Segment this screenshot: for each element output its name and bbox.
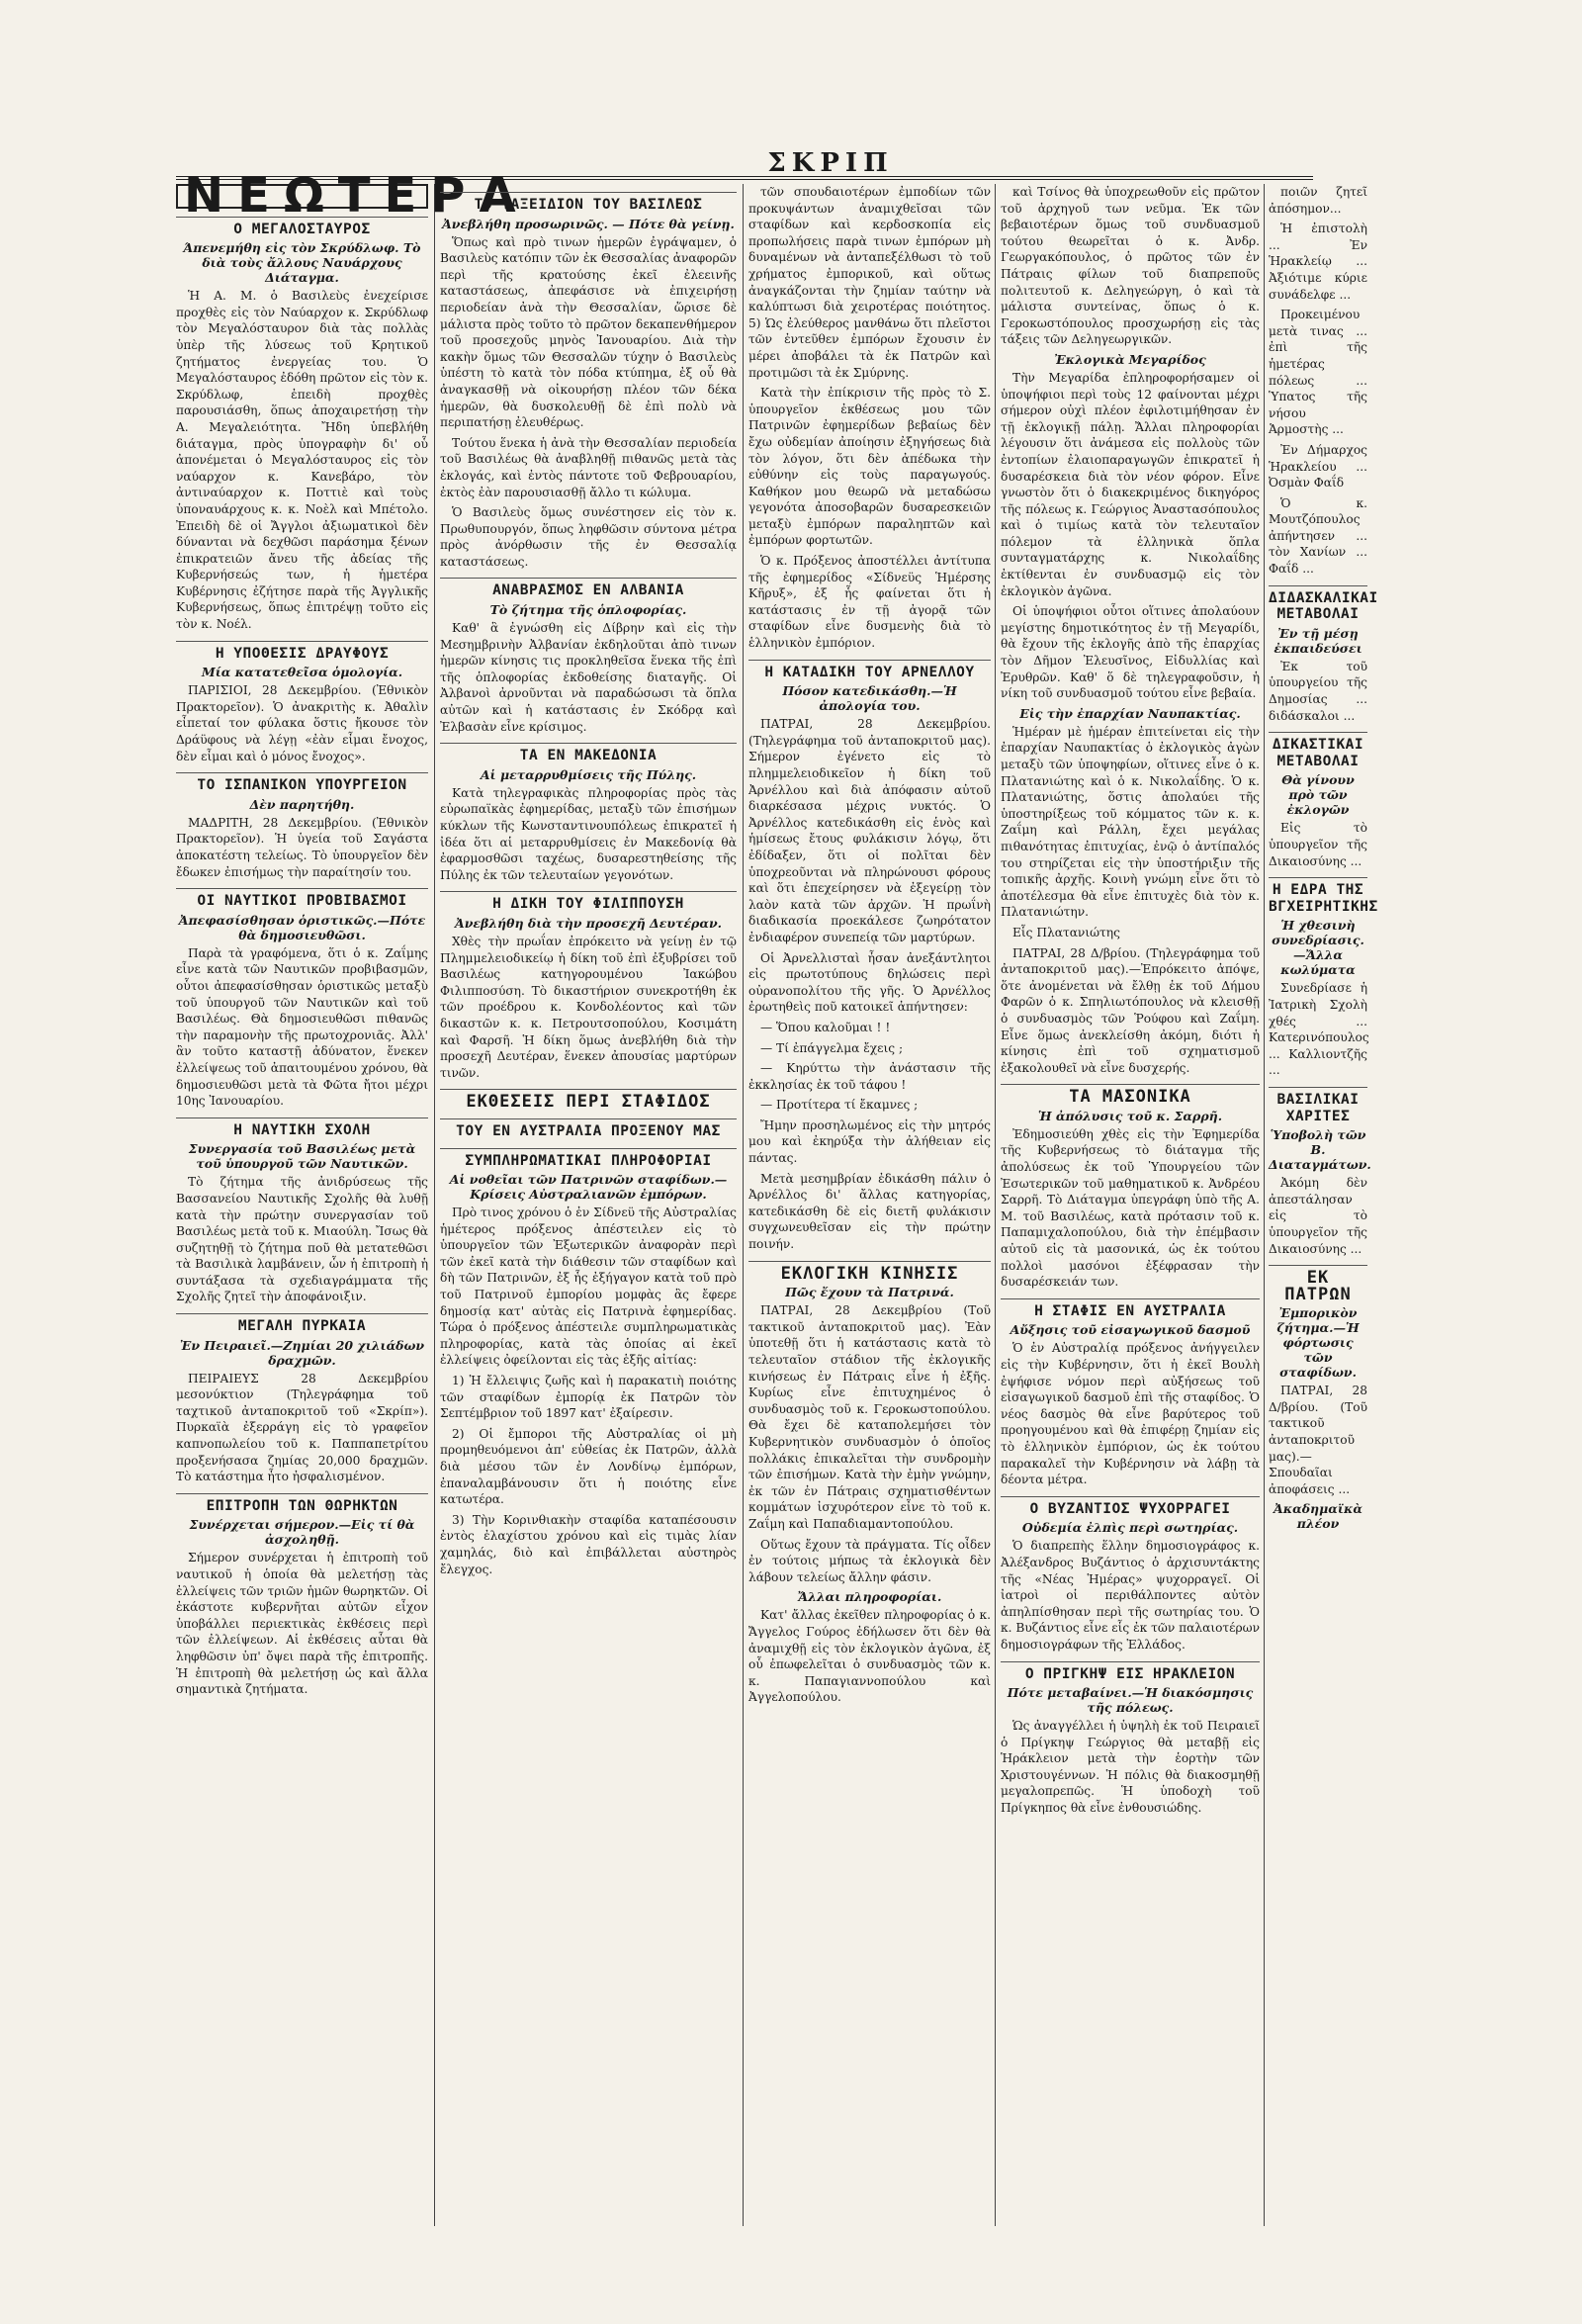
article-paragraph: ΠΑΤΡΑΙ, 28 Δεκεμβρίου. (Τηλεγράφημα τοῦ ἀνταποκριτοῦ μας). Σήμερον ἐγένετο εἰς τὸ πλημμελειοδικεῖον ἡ δίκη τοῦ Ἀρνέλλου καὶ διὰ ἀπόφασιν αὐτοῦ διαρκέσασα μέχρις νυκτός. Ὁ Ἀρνέλλος κατεδικάσθη εἰς ἑνὸς καὶ ἡμίσεως ἔτους φυλάκισιν λόγῳ, ὅτι ἐδίδαξεν, ὅτι οἱ πολῖται δὲν ὑποχρεοῦνται νὰ πληρώνουσι φόρους καὶ ὅτι ἐπεχείρησεν νὰ ἐξεγείρῃ τὸν λαὸν κατὰ τῶν ἀρχῶν. Ἡ πρωΐνὴ διαδικασία προεκάλεσε ζωηρότατον ἐνδιαφέρον συνεπείᾳ τῶν μαρτύρων. [748, 717, 991, 944]
article-subheadline: Αὔξησις τοῦ εἰσαγωγικοῦ δασμοῦ [1010, 1322, 1251, 1338]
article-paragraph: Ἡμέραν μὲ ἡμέραν ἐπιτείνεται εἰς τὴν ἐπαρχίαν Ναυπακτίας ὁ ἐκλογικὸς ἀγὼν μεταξὺ τῶν ὑποψηφίων, οἵτινες εἶνε ὁ κ. Πλατανιώτης καὶ ὁ κ. Νικολαΐδης. Ὁ κ. Πλατανιώτης, ὅστις ἀπολαύει τῆς ὑποστηρίξεως τοῦ κόμματος τῶν κ. κ. Ζαΐμη καὶ Ράλλη, ἔχει μεγάλας πιθανότητας ἐπιτυχίας, ἐνῷ ὁ ἀντίπαλός του στηρίζεται εἰς τὴν ὑποστήριξιν τῆς τοπικῆς ἀρχῆς. Κοινὴ γνώμη εἶνε ὅτι τὸ ἀποτέλεσμα θὰ εἶνε ἐπιτυχὲς διὰ τὸν κ. Πλατανιώτην. [1001, 724, 1260, 920]
article-headline: ΑΝΑΒΡΑΣΜΟΣ ΕΝ ΑΛΒΑΝΙΑ [440, 578, 737, 599]
article-headline: Η ΝΑΥΤΙΚΗ ΣΧΟΛΗ [176, 1117, 428, 1139]
article-paragraph: Παρὰ τὰ γραφόμενα, ὅτι ὁ κ. Ζαΐμης εἶνε κατὰ τῶν Ναυτικῶν προβιβασμῶν, οὗτοι ἀπεφασίσθησαν ὁριστικῶς μεταξὺ τοῦ ὑπουργοῦ τῶν Ναυτικῶν καὶ τοῦ Βασιλέως. Θὰ δημοσιευθῶσι πιθανῶς τὴν παραμονὴν τῆς πρωτοχρονιᾶς. Ἀλλ' ἂν τοῦτο καταστῇ ἀδύνατον, ἕνεκεν ἐλλείψεως τοῦ ἀπαιτουμένου χρόνου, θὰ δημοσιευθῶσι μετὰ τὰ Φῶτα ἤτοι μέχρι 10ης Ἰανουαρίου. [176, 945, 428, 1109]
article-subheadline: Ἀπεφασίσθησαν ὁριστικῶς.—Πότε θὰ δημοσιευθῶσι. [178, 912, 426, 942]
article-paragraph: Ὁ κ. Πρόξενος ἀποστέλλει ἀντίτυπα τῆς ἐφημερίδος «Σίδνεϋς Ἡμέρσης Κῆρυξ», ἐξ ἧς φαίνεται ὅτι ἡ κατάστασις ἐν τῇ ἀγορᾷ τῶν σταφίδων εἶνε δυσμενὴς διὰ τὸ ἑλληνικὸν ἐμπόριον. [748, 554, 991, 651]
article-subheadline: Ἀκαδημαϊκὰ πλέον [1274, 1501, 1362, 1532]
article-paragraph: Τούτου ἕνεκα ἡ ἀνὰ τὴν Θεσσαλίαν περιοδεία τοῦ Βασιλέως θὰ ἀναβληθῇ πιθανῶς μετὰ τὰς ἐκλογάς, καὶ ἐντὸς πάντοτε τοῦ Φεβρουαρίου, ἐκτὸς ἐὰν παρουσιασθῇ ἄλλο τι κώλυμα. [440, 435, 737, 499]
article-subheadline: Συνεργασία τοῦ Βασιλέως μετὰ τοῦ ὑπουργοῦ τῶν Ναυτικῶν. [188, 1141, 416, 1172]
article-headline-large: ΕΚΘΕΣΕΙΣ ΠΕΡΙ ΣΤΑΦΙΔΟΣ [440, 1089, 737, 1111]
article-paragraph: Σήμερον συνέρχεται ἡ ἐπιτροπὴ τοῦ ναυτικοῦ ἡ ὁποία θὰ μελετήσῃ τὰς ἐλλείψεις τῶν τριῶν ἡμῶν θωρηκτῶν. Οἱ ἐκάστοτε κυβερνῆται αὐτῶν εἶχον ὑποβάλλει περιεκτικὰς ἐκθέσεις περὶ τῶν ἐλλείψεων. Αἱ ἐκθέσεις αὗται θὰ ληφθῶσιν ὑπ' ὄψει παρὰ τῆς ἐπιτροπῆς. Ἡ ἐπιτροπὴ θὰ μελετήσῃ ὡς καὶ ἄλλα σημαντικὰ ζητήματα. [176, 1551, 428, 1697]
article-paragraph: Μετὰ μεσημβρίαν ἐδικάσθη πάλιν ὁ Ἀρνέλλος δι' ἄλλας κατηγορίας, κατεδικάσθη δὲ εἰς διετῆ φυλάκισιν συγχωνευθεῖσαν εἰς τὴν πρώτην ποινήν. [748, 1171, 991, 1252]
article-subheadline: Ἄλλαι πληροφορίαι. [797, 1589, 942, 1605]
article-subheadline: Ἐκλογικὰ Μεγαρίδος [1054, 351, 1206, 367]
article-subheadline: Αἱ μεταρρυθμίσεις τῆς Πύλης. [480, 766, 697, 782]
article-headline-large: ΕΚΛΟΓΙΚΗ ΚΙΝΗΣΙΣ [748, 1261, 991, 1283]
article-paragraph: Οὕτως ἔχουν τὰ πράγματα. Τίς οἶδεν ἐν τούτοις μήπως τὰ ἐκλογικὰ δὲν λάβουν τελείως ἄλλην φάσιν. [748, 1537, 991, 1584]
article-headline: Η ΣΤΑΦΙΣ ΕΝ ΑΥΣΤΡΑΛΙΑ [1001, 1298, 1260, 1320]
article-headline: Ο ΜΕΓΑΛΟΣΤΑΥΡΟΣ [176, 217, 428, 238]
article-paragraph: Τὴν Μεγαρίδα ἐπληροφορήσαμεν οἱ ὑποψήφιοι περὶ τοὺς 12 φαίνονται μέχρι σήμερον οὐχὶ πλέον ἐφιλοτιμήθησαν ἐν τῇ ἐκλογικῇ πάλῃ. Ἄλλαι πληροφορίαι λέγουσιν ὅτι ἀνάμεσα εἰς πολλοὺς τῶν ἐντοπίων ἐλαιοπαραγωγῶν ἐπικρατεῖ ἡ δυσαρέσκεια διὰ τὸν νέον φόρον. Εἶνε γνωστὸν ὅτι ὁ διακεκριμένος δικηγόρος τῆς πόλεως κ. Γεώργιος Ἀναστασόπουλος καὶ ὁ τιμίως κατὰ τὸν τελευταῖον πόλεμον τὰ ἑλληνικὰ ὅπλα συνταγματάρχης κ. Νικολαΐδης ἐκτίθενται ἐν συνδυασμῷ εἰς τὸν ἐκλογικὸν ἀγῶνα. [1001, 370, 1260, 598]
column-2 [440, 184, 737, 2226]
article-paragraph: Ἐδημοσιεύθη χθὲς εἰς τὴν Ἐφημερίδα τῆς Κυβερνήσεως τὸ διάταγμα τῆς ἀπολύσεως ἐκ τοῦ Ὑπουργείου τῶν Ἐσωτερικῶν τοῦ μαθηματικοῦ κ. Ἀνδρέου Σαρρῆ. Τὸ Διάταγμα ὑπεγράφη ὑπὸ τῆς Α. Μ. τοῦ Βασιλέως, κατὰ πρότασιν τοῦ κ. Παπαμιχαλοπούλου, διὰ τὴν ἐπέμβασιν αὐτοῦ εἰς τὰ μασονικά, ὡς ἐκ τούτου πολλοὶ μασόνοι ἐξέφρασαν τὴν δυσαρέσκειάν των. [1001, 1126, 1260, 1290]
article-subheadline: Μία κατατεθεῖσα ὁμολογία. [201, 665, 403, 680]
article-headline: ΟΙ ΝΑΥΤΙΚΟΙ ΠΡΟΒΙΒΑΣΜΟΙ [176, 888, 428, 910]
article-headline-large: ΕΚ ΠΑΤΡΩΝ [1269, 1265, 1367, 1302]
article-subheadline: Ἐν Πειραιεῖ.—Ζημίαι 20 χιλιάδων δραχμῶν. [179, 1337, 425, 1368]
article-paragraph: Οἱ Ἀρνελλισταὶ ἦσαν ἀνεξάντλητοι εἰς πρωτοτύπους δηλώσεις περὶ οὐρανοπολίτου τῆς γῆς. Ὁ Ἀρνέλλος ἐρωτηθεὶς ποῦ κατοικεῖ ἀπήντησεν: [748, 950, 991, 1015]
article-subheadline: Ἐν τῇ μέσῃ ἐκπαιδεύσει [1274, 625, 1362, 656]
article-headline: Η ΔΙΚΗ ΤΟΥ ΦΙΛΙΠΠΟΥΣΗ [440, 891, 737, 913]
article-subheadline: Ἐμπορικὸν ζήτημα.—Ἡ φόρτωσις τῶν σταφίδων. [1276, 1305, 1360, 1381]
masthead: ΣΚΡΙΠ [767, 148, 894, 178]
article-subheadline: Οὐδεμία ἐλπὶς περὶ σωτηρίας. [1021, 1520, 1239, 1536]
article-subheadline: Τὸ ζήτημα τῆς ὁπλοφορίας. [489, 602, 687, 618]
article-subheadline: Συνέρχεται σήμερον.—Εἰς τί θὰ ἀσχοληθῇ. [189, 1517, 415, 1548]
article-headline: ΤΑ ΕΝ ΜΑΚΕΔΟΝΙΑ [440, 743, 737, 764]
article-paragraph: Κατὰ τὴν ἐπίκρισιν τῆς πρὸς τὸ Σ. ὑπουργεῖον ἐκθέσεως μου τῶν Πατρινῶν ἐφημερίδων βεβαίως δὲν ἔχω οὐδεμίαν ἀποίησιν ἐξηγήσεως διὰ τὸν λόγον, ὅτι δὲν ἀπέδωκα τὴν εὐθύνην εἰς τοὺς παραγωγούς. Καθήκον μου θεωρῶ νὰ μεταδώσω γεγονότα ἀποσοβαρῶν δυσαρεσκειῶν μεταξὺ ἐμπόρων παραληπτῶν καὶ ἐμπόρων φορτωτῶν. [748, 386, 991, 548]
column-divider [743, 184, 744, 2226]
article-subheadline: Ἡ ἀπόλυσις τοῦ κ. Σαρρῆ. [1037, 1108, 1223, 1123]
article-headline: Ο ΒΥΖΑΝΤΙΟΣ ΨΥΧΟΡΡΑΓΕΙ [1001, 1496, 1260, 1518]
column-3 [748, 184, 991, 2226]
article-subheadline: Πότε μεταβαίνει.—Ἡ διακόσμησις τῆς πόλεως. [1007, 1685, 1254, 1716]
article-paragraph: ΠΑΡΙΣΙΟΙ, 28 Δεκεμβρίου. (Ἐθνικὸν Πρακτορεῖον). Ὁ ἀνακριτὴς κ. Ἀθαλὶν εἶπεταί τον φύλακα ὅστις ἤκουσε τὸν Δράϋφους νὰ λέγῃ «ἐὰν εἶμαι ἔνοχος, δὲν εἶμαι καὶ ὁ μόνος ἔνοχος». [176, 683, 428, 763]
article-paragraph: Εἷς Πλατανιώτης [1012, 925, 1120, 939]
article-paragraph: Ὁ ἐν Αὐστραλίᾳ πρόξενος ἀνήγγειλεν εἰς τὴν Κυβέρνησιν, ὅτι ἡ ἐκεῖ Βουλὴ ἐψήφισε νόμον περὶ αὐξήσεως τοῦ εἰσαγωγικοῦ δασμοῦ ἐπὶ τῆς σταφίδος. Ὁ νέος δασμὸς θὰ εἶνε βαρύτερος τοῦ προηγουμένου καὶ θὰ ἐπιφέρῃ ζημίαν εἰς τὸ ἑλληνικὸν ἐμπόριον, ὡς ἐκ τούτου παρακαλεῖ τὴν Κυβέρνησιν νὰ λάβῃ τὰ δέοντα μέτρα. [1001, 1341, 1260, 1487]
section-title-neotera: ΝΕΩΤΕΡΑ [176, 184, 428, 209]
article-paragraph: Ὁ κ. Μουτζόπουλος ἀπήντησεν ... τὸν Χανίων ... Φαΐδ ... [1269, 495, 1367, 577]
article-paragraph: 3) Τὴν Κορινθιακὴν σταφίδα καταπέσουσιν ἐντὸς ἐλαχίστου χρόνου καὶ εἰς τιμὰς λίαν χαμηλάς, διὸ καὶ ἐπιβάλλεται αὐστηρὸς ἔλεγχος. [440, 1512, 737, 1576]
article-subheadline: Ἀνεβλήθη προσωρινῶς. — Πότε θὰ γείνῃ. [442, 216, 735, 231]
article-paragraph: Ὅπως καὶ πρὸ τινων ἡμερῶν ἐγράψαμεν, ὁ Βασιλεὺς κατόπιν τῶν ἐκ Θεσσαλίας ἀναφορῶν περὶ τῆς κρατούσης ἐκεῖ ἐλεεινῆς καταστάσεως, ἀπεφάσισε νὰ ἐπιχειρήσῃ περιοδείαν ἀνὰ τὴν Θεσσαλίαν, ὥρισε δὲ μάλιστα πρὸς τοῦτο τὸ πρῶτον δεκαπενθήμερον τοῦ προσεχοῦς μηνὸς Ἰανουαρίου. Διὰ τὴν κακὴν ὅμως τῶν Θεσσαλῶν τύχην ὁ Βασιλεὺς ὑπέστη τὸ κατὰ τὸν πόδα κτύπημα, ἐξ οὗ θὰ ἀναγκασθῇ νὰ οἰκουρήσῃ πλέον τῶν δέκα ἡμερῶν, θὰ δυσκολευθῇ δὲ ἐπὶ πολὺ νὰ περιπατήσῃ ἐλευθέρως. [440, 234, 737, 430]
article-headline: ΒΑΣΙΛΙΚΑΙ ΧΑΡΙΤΕΣ [1269, 1087, 1367, 1124]
article-paragraph: Προκειμένου μετὰ τινας ... ἐπὶ τῆς ἡμετέρας πόλεως ... Ὑπατος τῆς νήσου Ἁρμοστὴς ... [1269, 308, 1367, 437]
article-headline: ΜΕΓΑΛΗ ΠΥΡΚΑΙΑ [176, 1313, 428, 1335]
article-subheadline: Ἀνεβλήθη διὰ τὴν προσεχῆ Δευτέραν. [455, 915, 722, 931]
article-paragraph: — Ὅπου καλοῦμαι ! ! [760, 1020, 891, 1034]
article-subheadline: Πόσον κατεδικάσθη.—Ἡ ἀπολογία του. [782, 683, 957, 714]
article-paragraph: Κατὰ τηλεγραφικὰς πληροφορίας πρὸς τὰς εὐρωπαϊκὰς ἐφημερίδας, μεταξὺ τῶν ἐπισήμων κύκλων τῆς Κωνσταντινουπόλεως ἐπικρατεῖ ἡ ἰδέα ὅτι αἱ μεταρρυθμίσεις ἐν Μακεδονίᾳ θὰ ἐφαρμοσθῶσι ταχέως, δυσαρεστηθείσης τῆς Πύλης ἐκ τῶν τελευταίων γεγονότων. [440, 785, 737, 882]
article-headline: ΔΙΚΑΣΤΙΚΑΙ ΜΕΤΑΒΟΛΑΙ [1269, 732, 1367, 769]
column-5 [1269, 184, 1378, 2226]
article-paragraph: ΠΑΤΡΑΙ, 28 Δ/βρίου. (Τοῦ τακτικοῦ ἀνταποκριτοῦ μας).—Σπουδαῖαι ἀποφάσεις ... [1269, 1384, 1367, 1496]
article-paragraph: Κατ' ἄλλας ἐκεῖθεν πληροφορίας ὁ κ. Ἄγγελος Γούρος ἐδήλωσεν ὅτι δὲν θὰ ἀναμιχθῇ εἰς τὸν ἐκλογικὸν ἀγῶνα, ἐξ οὗ ἐπωφελεῖται ὁ συνδυασμὸς τῶν κ. κ. Παπαγιαννοπούλου καὶ Ἀγγελοπούλου. [748, 1608, 991, 1705]
article-subheadline: Ὑποβολὴ τῶν Β. Διαταγμάτων. [1269, 1127, 1371, 1173]
article-paragraph: — Τί ἐπάγγελμα ἔχεις ; [760, 1040, 904, 1055]
column-4 [1001, 184, 1260, 2226]
article-subheadline: Δὲν παρητήθη. [249, 796, 355, 812]
article-subheadline: Πῶς ἔχουν τὰ Πατρινά. [785, 1285, 954, 1300]
article-paragraph: Καθ' ἃ ἐγνώσθη εἰς Δίβρην καὶ εἰς τὴν Μεσημβρινὴν Ἀλβανίαν ἐκδηλοῦται ἀπὸ τινων ἡμερῶν κίνησις τις προκληθεῖσα ἕνεκα τῆς ἐπὶ τῆς ὁπλοφορίας ἐκδοθείσης διαταγῆς. Οἱ Ἀλβανοὶ ἀρνοῦνται νὰ παραδώσωσι τὰ ὅπλα αὐτῶν καὶ ἡ κατάστασις ἐν Σκόδρᾳ καὶ Ἐλβασὰν εἶνε κρίσιμος. [440, 621, 737, 734]
article-paragraph: 1) Ἡ ἔλλειψις ζωῆς καὶ ἡ παρακατιὴ ποιότης τῶν σταφίδων ἐμπορίᾳ ἐκ Πατρῶν τὸν Σεπτέμβριον τοῦ 1897 κατ' ἐξαίρεσιν. [440, 1374, 737, 1421]
article-paragraph: Τὸ ζήτημα τῆς ἀνιδρύσεως τῆς Βασσανείου Ναυτικῆς Σχολῆς θὰ λυθῇ κατὰ τὴν πρώτην συνεργασίαν τοῦ Βασιλέως μετὰ τοῦ κ. Μιαούλη. Ἴσως θὰ συζητηθῇ τὸ ζήτημα ποῦ θὰ μετατεθῶσι τὰ Βασιλικὰ λαμβάνειν, ὧν ἡ ἐπιτροπὴ ἡ συντάξασα τὰ σχεδιαγράμματα τῆς Σχολῆς ζητεῖ τὴν ἀποφάνοιξιν. [176, 1175, 428, 1304]
article-paragraph: 2) Οἱ ἔμποροι τῆς Αὐστραλίας οἱ μὴ προμηθευόμενοι ἀπ' εὐθείας ἐκ Πατρῶν, ἀλλὰ διὰ μέσου τῶν ἐν Λονδίνῳ ἐμπόρων, ἐπαναλαμβάνουσιν ὅτι ἡ ποιότης εἶνε κατωτέρα. [440, 1426, 737, 1507]
article-subheadline: Θὰ γίνουν πρὸ τῶν ἐκλογῶν [1281, 772, 1355, 818]
article-paragraph: Χθὲς τὴν πρωΐαν ἐπρόκειτο νὰ γείνῃ ἐν τῷ Πλημμελειοδικείῳ ἡ δίκη τοῦ ἐπὶ ἐξυβρίσει τοῦ Βασιλέως κατηγορουμένου Ἰακώβου Φιλιπποσύση. Τὸ δικαστήριον συνεκροτήθη ἐκ τῶν προέδρου κ. Κονδολέοντος καὶ τῶν δικαστῶν κ. κ. Πετρουτσοπούλου, Κοσιμάτη καὶ Φαρσῆ. Ἡ δίκη ὅμως ἀνεβλήθη διὰ τὴν προσεχῆ Δευτέραν, ἕνεκεν ἀπουσίας μαρτύρων τινῶν. [440, 934, 737, 1080]
article-paragraph: ΠΑΤΡΑΙ, 28 Δ/βρίου. (Τηλεγράφημα τοῦ ἀνταποκριτοῦ μας).—Ἐπρόκειτο ἀπόψε, ὅτε ἀνομένεται νὰ ἔλθῃ ἐκ τοῦ Δήμου Φαρῶν ὁ κ. Σπηλιωτόπουλος νὰ κλεισθῇ ὁ συνδυασμὸς τῶν Ῥούφου καὶ Ζαΐμη. Εἶνε ὅμως ἀνεκλείσθη ἀκόμη, διότι ἡ κίνησις ἐπὶ τοῦ σχηματισμοῦ ἐξακολουθεῖ νὰ εἶνε δυσχερής. [1001, 945, 1260, 1075]
article-headline: Ο ΠΡΙΓΚΗΨ ΕΙΣ ΗΡΑΚΛΕΙΟΝ [1001, 1661, 1260, 1683]
article-headline: ΤΟ ΤΑΞΕΙΔΙΟΝ ΤΟΥ ΒΑΣΙΛΕΩΣ [440, 192, 737, 214]
article-headline-large: ΤΑ ΜΑΣΟΝΙΚΑ [1001, 1084, 1260, 1106]
article-subheadline: Ἡ χθεσινὴ συνεδρίασις.—Ἄλλα κωλύματα [1272, 918, 1364, 978]
article-paragraph: Οἱ ὑποψήφιοι οὗτοι οἵτινες ἀπολαύουν μεγίστης δημοτικότητος ἐν τῇ Μεγαρίδι, θὰ ἔχουν τῆς ἐκλογῆς ἀπὸ τῆς ἐπαρχίας τὸν Δῆμον Ἐλευσῖνος, Εἰδυλλίας καὶ Ἐρυθρῶν. Καθ' ὅ δὲ τηλεγραφοῦσιν, ἡ νίκη τοῦ συνδυασμοῦ τούτου εἶνε βεβαία. [1001, 604, 1260, 701]
column-1 [176, 168, 530, 2226]
article-paragraph: Ἐκ τοῦ ὑπουργείου τῆς Δημοσίας ... διδάσκαλοι ... [1269, 659, 1367, 723]
article-paragraph: Ἀκόμη δὲν ἀπεστάλησαν εἰς τὸ ὑπουργεῖον τῆς Δικαιοσύνης ... [1269, 1176, 1367, 1256]
article-paragraph: Εἰς τὸ ὑπουργεῖον τῆς Δικαιοσύνης ... [1269, 821, 1367, 868]
article-paragraph: Ὡς ἀναγγέλλει ἡ ὑψηλὴ ἐκ τοῦ Πειραιεῖ ὁ Πρίγκηψ Γεώργιος θὰ μεταβῇ εἰς Ἡράκλειον μετὰ τὴν ἑορτὴν τῶν Χριστουγέννων. Ἡ πόλις θὰ διακοσμηθῇ μεγαλοπρεπῶς. Ἡ ὑποδοχὴ τοῦ Πρίγκηπος θὰ εἶνε ἐνθουσιώδης. [1001, 1719, 1260, 1816]
article-paragraph: Ἡ Α. Μ. ὁ Βασιλεὺς ἐνεχείρισε προχθὲς εἰς τὸν Ναύαρχον κ. Σκρύδλωφ τὸν Μεγαλόσταυρον διὰ τὰς πολλὰς ὑπὲρ τῆς λύσεως τοῦ Κρητικοῦ ζητήματος ἐνεργείας του. Ὁ Μεγαλόσταυρος ἐδόθη πρῶτον εἰς τὸν κ. Σκρύδλωφ, ἐπειδὴ προχθὲς παρουσιάσθη, ὅπως ἀποχαιρετήσῃ τὴν Α. Μεγαλειότητα. Ἤδη ὑπεβλήθη διάταγμα, πρὸς ὑπογραφὴν δι' οὗ ἀπονέμεται ὁ Μεγαλόσταυρος εἰς τὸν ναύαρχον κ. Κανεβάρο, τὸν ἀντιναύαρχον κ. Ποττιὲ καὶ τοὺς ὑποναυάρχους κ. κ. Νοὲλ καὶ Μπέτολο. Ἐπειδὴ δὲ οἱ Ἄγγλοι ἀξιωματικοὶ δὲν δύνανται νὰ δεχθῶσι παράσημα ξένων ἐπικρατειῶν ἄνευ τῆς ἀδείας τῆς Κυβερνήσεώς των, ἡ ἡμετέρα Κυβέρνησις ἐζήτησε παρὰ τῆς Ἀγγλικῆς Κυβερνήσεως, ὅπως ἐπιτρέψῃ τοῦτο εἰς τὸν κ. Νοέλ. [176, 289, 428, 632]
article-headline: ΣΥΜΠΛΗΡΩΜΑΤΙΚΑΙ ΠΛΗΡΟΦΟΡΙΑΙ [440, 1148, 737, 1170]
article-headline: ΤΟ ΙΣΠΑΝΙΚΟΝ ΥΠΟΥΡΓΕΙΟΝ [176, 772, 428, 794]
article-paragraph: Πρὸ τινος χρόνου ὁ ἐν Σίδνεϋ τῆς Αὐστραλίας ἡμέτερος πρόξενος ἀπέστειλεν εἰς τὸ ὑπουργεῖον τῶν Ἐξωτερικῶν ἀναφορὰν περὶ τῶν ἐκεῖ κατὰ τὴν διάθεσιν τῶν σταφίδων καὶ δὴ τῶν Πατρινῶν, ἐξ ἧς ἐξήγαγον κατὰ τοῦ πρὸ τοῦ Πατρινοῦ ἐμπορίου μομφὰς ἃς ἔφερε δημοσίᾳ κατ' αὐτὰς εἰς Πατρινὰ ἐφημερίδας. Τώρα ὁ πρόξενος ἀπέστειλε συμπληρωματικὰς πληροφορίας, κατὰ τὰς ὁποίας αἱ ἐκεῖ ἐλλείψεις ὀφείλονται εἰς τὰς ἑξῆς αἰτίας: [440, 1206, 737, 1368]
article-subheadline: Αἱ νοθεῖαι τῶν Πατρινῶν σταφίδων.—Κρίσεις Αὐστραλιανῶν ἐμπόρων. [449, 1172, 728, 1203]
article-paragraph: Ἤμην προσηλωμένος εἰς τὴν μητρός μου καὶ ἐκηρύξα τὴν ἀλήθειαν εἰς πάντας. [748, 1117, 991, 1166]
article-headline: Η ΥΠΟΘΕΣΙΣ ΔΡΑΥΦΟΥΣ [176, 641, 428, 663]
article-paragraph: ΠΕΙΡΑΙΕΥΣ 28 Δεκεμβρίου μεσονύκτιον (Τηλεγράφημα τοῦ ταχτικοῦ ἀνταποκριτοῦ τοῦ «Σκρίπ»). Πυρκαϊὰ ἐξερράγη εἰς τὸ γραφεῖον καπνοπωλείου τοῦ κ. Παππαπετρίτου προξενήσασα ζημίας 20,000 δραχμῶν. Τὸ κατάστημα ἦτο ἠσφαλισμένον. [176, 1371, 428, 1484]
article-subheadline: Άπενεμήθη εἰς τὸν Σκρύδλωφ. Τὸ διὰ τοὺς ἄλλους Ναυάρχους Διάταγμα. [183, 240, 421, 286]
article-paragraph: ΠΑΤΡΑΙ, 28 Δεκεμβρίου (Τοῦ τακτικοῦ ἀνταποκριτοῦ μας). Ἐὰν ὑποτεθῇ ὅτι ἡ κατάστασις κατὰ τὸ τελευταῖον στάδιον τῆς ἐκλογικῆς κινήσεως ἐν Πάτραις εἶνε ἡ ἐξῆς. Κυρίως εἶνε ἐπιτυχημένος ὁ συνδυασμὸς τοῦ κ. Γεροκωστοπούλου. Θὰ ἔχει δὲ καταπολεμήσει τὸν Κυβερνητικὸν συνδυασμὸν ὁ ὁποῖος πολλάκις ἐπικαλεῖται τὴν συνδρομὴν τῶν ἐπισήμων. Κατὰ τὴν ἐμὴν γνώμην, ἐκ τῶν ἐν Πάτραις σχηματισθέντων κομμάτων ἰσχυρότερον εἶνε τὸ τοῦ κ. Ζαΐμη καὶ Παπαδιαμαντοπούλου. [748, 1303, 991, 1531]
article-headline: Η ΕΔΡΑ ΤΗΣ ΒΓΧΕΙΡΗΤΙΚΗΣ [1269, 877, 1367, 915]
article-paragraph: ΜΑΔΡΙΤΗ, 28 Δεκεμβρίου. (Ἐθνικὸν Πρακτορεῖον). Ἡ ὑγεία τοῦ Σαγάστα ἀποκατέστη τελείως. Τὸ ὑπουργεῖον δὲν ἔδωκεν ἐπισήμως τὴν παραίτησίν του. [176, 815, 428, 879]
article-paragraph: Ὁ Βασιλεὺς ὅμως συνέστησεν εἰς τὸν κ. Πρωθυπουργόν, ὅπως ληφθῶσιν σύντονα μέτρα πρὸς ἀνόρθωσιν τῆς ἐν Θεσσαλίᾳ καταστάσεως. [440, 505, 737, 569]
article-headline: Η ΚΑΤΑΔΙΚΗ ΤΟΥ ΑΡΝΕΛΛΟΥ [748, 660, 991, 681]
article-paragraph: Ὁ διαπρεπὴς ἕλλην δημοσιογράφος κ. Ἀλέξανδρος Βυζάντιος ὁ ἀρχισυντάκτης τῆς «Νέας Ἡμέρας» ψυχορραγεῖ. Οἱ ἰατροὶ οἱ περιθάλποντες αὐτὸν ἀπηλπίσθησαν περὶ τῆς σωτηρίας του. Ὁ κ. Βυζάντιος εἶνε εἷς ἐκ τῶν παλαιοτέρων δημοσιογράφων τῆς Ἑλλάδος. [1001, 1539, 1260, 1652]
article-paragraph: Ἐν Δήμαρχος Ἡρακλείου ... Ὀσμὰν Φαΐδ [1269, 442, 1367, 491]
article-headline: ΕΠΙΤΡΟΠΗ ΤΩΝ ΘΩΡΗΚΤΩΝ [176, 1493, 428, 1515]
article-paragraph: τῶν σπουδαιοτέρων ἐμποδίων τῶν προκυψάντων ἀναμιχθεῖσαι τῶν σταφίδων καὶ κερδοσκοπία εἰς προπωλήσεις παρὰ τινων ἐμπόρων μὴ δυναμένων νὰ ἀνταπεξέλθωσι τὸ τοῦ χρήματος ἐμπορικοῦ, καὶ οὕτως ἀναγκάζονται τὴν ζημίαν ταύτην νὰ καλύπτωσι διὰ χειροτέρας ποιότητος. 5) Ὡς ἐλεύθερος μανθάνω ὅτι πλεῖστοι τῶν ἐντεῦθεν ἐμπόρων ἔχουσιν ἐν μέρει ἀποβάλει τὰ ἐκ Πατρῶν καὶ προτιμῶσι τὰ ἐκ Σμύρνης. [748, 185, 991, 380]
column-divider [434, 184, 435, 2226]
article-paragraph: Ἡ ἐπιστολὴ ... Ἐν Ἡρακλείῳ ... Ἀξιότιμε κύριε συνάδελφε ... [1269, 222, 1367, 302]
article-subheadline: Εἰς τὴν ἐπαρχίαν Ναυπακτίας. [1019, 705, 1241, 721]
article-paragraph: Συνεδρίασε ἡ Ἰατρικὴ Σχολὴ χθές ... Κατερινόπουλος ... Καλλιοντζῆς ... [1269, 981, 1369, 1078]
article-headline: ΤΟΥ ΕΝ ΑΥΣΤΡΑΛΙΑ ΠΡΟΞΕΝΟΥ ΜΑΣ [440, 1118, 737, 1140]
article-paragraph: ποιῶν ζητεῖ ἀπόσημον... [1269, 185, 1367, 216]
article-paragraph: — Κηρύττω τὴν ἀνάστασιν τῆς ἐκκλησίας ἐκ τοῦ τάφου ! [748, 1061, 991, 1092]
column-divider [995, 184, 996, 2226]
article-headline: ΔΙΔΑΣΚΑΛΙΚΑΙ ΜΕΤΑΒΟΛΑΙ [1269, 585, 1367, 623]
article-paragraph: καὶ Τσίνος θὰ ὑποχρεωθοῦν εἰς πρῶτον τοῦ ἀρχηγοῦ των νεῦμα. Ἐκ τῶν βεβαιοτέρων ὅμως τοῦ συνδυασμοῦ τούτου θεωρεῖται ὁ κ. Ἀνδρ. Γεωργακόπουλος, ὁ πρῶτος τῶν ἐν Πάτραις φίλων τοῦ διαπρεποῦς πολιτευτοῦ κ. Δεληγεώργη, ὁ καὶ τὰ μάλιστα συντείνας, ὅπως ὁ κ. Γεροκωστόπουλος προσχωρήσῃ εἰς τὰς τάξεις τῶν Δεληγεωργικῶν. [1001, 185, 1260, 347]
article-paragraph: — Προτίτερα τί ἔκαμνες ; [760, 1098, 919, 1113]
column-divider [1264, 184, 1265, 2226]
